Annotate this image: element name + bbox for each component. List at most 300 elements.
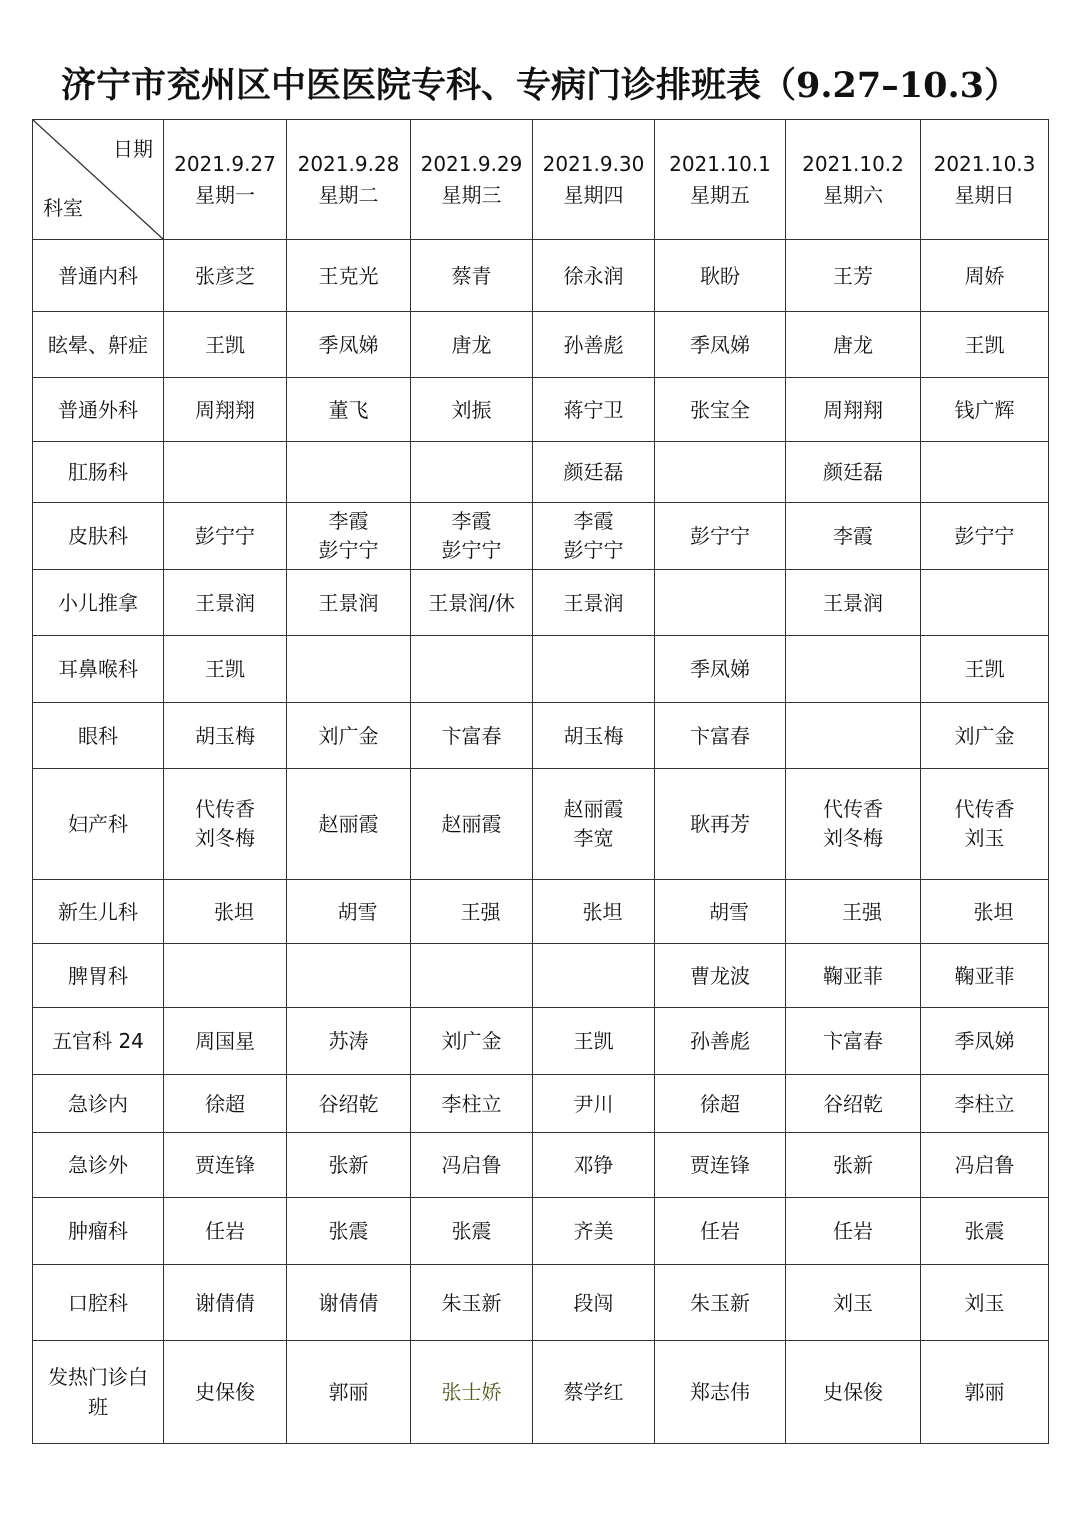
schedule-cell — [533, 1341, 655, 1444]
doctor-name: 徐永润 — [563, 263, 624, 288]
schedule-cell — [533, 1008, 655, 1075]
doctor-name: 苏涛 — [328, 1029, 369, 1053]
schedule-cell — [287, 703, 411, 769]
schedule-cell — [164, 1133, 287, 1198]
table-row — [33, 378, 1049, 442]
schedule-cell — [786, 503, 921, 570]
table-row — [33, 1198, 1049, 1265]
doctor-name: 王景润 — [195, 590, 255, 615]
doctor-name: 王凯 — [964, 657, 1005, 681]
doctor-name: 王强 — [842, 899, 882, 924]
doctor-name: 周翔翔 — [195, 397, 255, 422]
doctor-name: 郭丽 — [964, 1380, 1005, 1404]
doctor-name: 唐龙 — [833, 332, 873, 357]
table-row — [33, 1008, 1049, 1075]
department-cell — [33, 503, 164, 570]
schedule-cell — [533, 570, 655, 636]
schedule-cell — [411, 636, 533, 703]
table-row — [33, 1133, 1049, 1198]
schedule-cell — [655, 636, 786, 703]
schedule-cell — [411, 312, 533, 378]
department-name: 肿瘤科 — [68, 1219, 128, 1243]
department-cell — [33, 312, 164, 378]
doctor-name: 邓铮 — [573, 1153, 614, 1177]
schedule-cell — [921, 703, 1049, 769]
doctor-name: 李柱立 — [954, 1091, 1015, 1116]
table-row — [33, 880, 1049, 944]
doctor-name: 季凤娣 — [954, 1029, 1015, 1053]
table-row — [33, 442, 1049, 503]
department-cell — [33, 1008, 164, 1075]
schedule-cell — [921, 570, 1049, 636]
doctor-name: 张宝全 — [690, 397, 750, 422]
schedule-cell — [921, 1198, 1049, 1265]
department-cell — [33, 378, 164, 442]
schedule-cell — [786, 1075, 921, 1133]
doctor-name: 李宽 — [573, 826, 614, 850]
department-name: 小儿推拿 — [58, 590, 138, 615]
table-row — [33, 703, 1049, 769]
doctor-name: 郭丽 — [328, 1380, 369, 1404]
schedule-cell — [533, 240, 655, 312]
doctor-name: 代传香 — [195, 797, 255, 821]
doctor-name: 李霞 — [573, 509, 614, 533]
department-name: 急诊外 — [68, 1153, 128, 1177]
schedule-cell — [411, 880, 533, 944]
doctor-name: 胡玉梅 — [563, 723, 624, 748]
doctor-name: 李柱立 — [441, 1091, 502, 1116]
doctor-name: 王凯 — [205, 332, 245, 357]
schedule-cell — [411, 378, 533, 442]
doctor-name: 代传香 — [823, 797, 883, 821]
department-cell — [33, 240, 164, 312]
doctor-name: 段闯 — [573, 1290, 614, 1315]
doctor-name: 钱广辉 — [954, 397, 1015, 422]
table-row — [33, 503, 1049, 570]
schedule-cell — [287, 880, 411, 944]
doctor-name: 王芳 — [833, 263, 873, 288]
doctor-name: 张新 — [328, 1153, 369, 1177]
department-name: 口腔科 — [68, 1290, 128, 1315]
schedule-cell — [786, 378, 921, 442]
table-row — [33, 1075, 1049, 1133]
schedule-cell — [786, 1008, 921, 1075]
doctor-name: 王凯 — [205, 657, 245, 681]
doctor-name: 彭宁宁 — [954, 524, 1015, 548]
page-title: 济宁市兖州区中医医院专科、专病门诊排班表（9.27–10.3） — [61, 65, 1019, 106]
schedule-cell — [411, 1198, 533, 1265]
schedule-cell — [164, 1198, 287, 1265]
doctor-name: 徐超 — [700, 1091, 740, 1116]
schedule-cell — [921, 503, 1049, 570]
schedule-cell — [921, 378, 1049, 442]
schedule-cell — [921, 1075, 1049, 1133]
doctor-name: 谢倩倩 — [195, 1290, 255, 1315]
table-row — [33, 312, 1049, 378]
schedule-cell — [921, 312, 1049, 378]
doctor-name: 蔡青 — [451, 263, 492, 288]
department-name: 五官科 24 — [52, 1029, 144, 1053]
doctor-name: 代传香 — [954, 797, 1015, 821]
doctor-name: 刘玉 — [964, 826, 1005, 850]
doctor-name: 刘玉 — [964, 1290, 1005, 1315]
doctor-name: 季凤娣 — [690, 332, 750, 357]
table-row — [33, 240, 1049, 312]
schedule-cell — [287, 1075, 411, 1133]
doctor-name: 周翔翔 — [823, 397, 883, 422]
header-date: 2021.9.30 — [542, 151, 645, 176]
doctor-name: 赵丽霞 — [441, 812, 502, 836]
schedule-cell — [164, 378, 287, 442]
doctor-name: 朱玉新 — [690, 1290, 750, 1315]
doctor-name: 王景润 — [563, 590, 624, 615]
schedule-cell — [411, 1341, 533, 1444]
doctor-name: 冯启鲁 — [954, 1153, 1015, 1177]
doctor-name: 耿盼 — [700, 263, 740, 288]
schedule-cell — [655, 570, 786, 636]
schedule-cell — [287, 503, 411, 570]
doctor-name: 齐美 — [573, 1219, 614, 1243]
header-weekday: 星期日 — [954, 182, 1015, 207]
schedule-cell — [287, 240, 411, 312]
schedule-cell — [786, 944, 921, 1008]
schedule-cell — [921, 1008, 1049, 1075]
schedule-cell — [921, 1133, 1049, 1198]
schedule-cell — [164, 312, 287, 378]
schedule-cell — [164, 880, 287, 944]
date-header-cell — [655, 120, 786, 240]
department-name: 急诊内 — [68, 1091, 128, 1116]
doctor-name: 王凯 — [573, 1029, 614, 1053]
schedule-cell — [533, 703, 655, 769]
doctor-name: 朱玉新 — [441, 1290, 502, 1315]
schedule-cell — [655, 1008, 786, 1075]
doctor-name: 王凯 — [964, 332, 1005, 357]
schedule-cell — [786, 1265, 921, 1341]
schedule-cell — [921, 880, 1049, 944]
schedule-cell — [655, 1075, 786, 1133]
doctor-name: 季凤娣 — [318, 332, 379, 357]
table-row — [33, 636, 1049, 703]
doctor-name: 刘广金 — [954, 723, 1015, 748]
schedule-cell — [533, 944, 655, 1008]
doctor-name: 张新 — [833, 1153, 873, 1177]
doctor-name: 刘振 — [451, 397, 492, 422]
schedule-cell — [411, 240, 533, 312]
doctor-name: 刘玉 — [833, 1290, 873, 1315]
schedule-cell — [786, 769, 921, 880]
doctor-name: 鞠亚菲 — [954, 963, 1015, 988]
schedule-cell — [411, 442, 533, 503]
doctor-name: 彭宁宁 — [318, 538, 379, 562]
schedule-cell — [411, 503, 533, 570]
schedule-table — [32, 119, 1049, 1444]
doctor-name: 张坦 — [214, 899, 254, 924]
header-weekday: 星期二 — [318, 182, 379, 207]
department-cell — [33, 442, 164, 503]
schedule-cell — [786, 1133, 921, 1198]
date-header-cell — [786, 120, 921, 240]
schedule-cell — [655, 1265, 786, 1341]
date-header-cell — [287, 120, 411, 240]
schedule-cell — [533, 1265, 655, 1341]
header-weekday: 星期四 — [563, 182, 624, 207]
schedule-cell — [411, 1075, 533, 1133]
doctor-name: 胡玉梅 — [195, 723, 255, 748]
doctor-name: 任岩 — [833, 1219, 873, 1243]
doctor-name: 谢倩倩 — [318, 1290, 379, 1315]
schedule-cell — [164, 944, 287, 1008]
department-name: 发热门诊白班 — [48, 1365, 148, 1419]
department-name: 肛肠科 — [68, 460, 128, 484]
schedule-cell — [921, 1265, 1049, 1341]
schedule-cell — [164, 1075, 287, 1133]
doctor-name: 贾连锋 — [195, 1153, 255, 1177]
schedule-cell — [655, 378, 786, 442]
department-cell — [33, 769, 164, 880]
doctor-name: 彭宁宁 — [195, 524, 255, 548]
doctor-name: 张士娇 — [441, 1380, 502, 1404]
doctor-name: 谷绍乾 — [823, 1091, 883, 1116]
schedule-cell — [655, 769, 786, 880]
schedule-cell — [921, 442, 1049, 503]
doctor-name: 颜廷磊 — [563, 460, 624, 484]
schedule-cell — [287, 1008, 411, 1075]
header-date: 2021.10.2 — [802, 151, 904, 176]
doctor-name: 李霞 — [833, 524, 873, 548]
department-name: 妇产科 — [68, 812, 128, 836]
doctor-name: 张坦 — [973, 899, 1014, 924]
doctor-name: 耿再芳 — [690, 812, 750, 836]
schedule-cell — [533, 1198, 655, 1265]
department-name: 眼科 — [78, 723, 118, 748]
doctor-name: 孙善彪 — [563, 332, 624, 357]
schedule-cell — [287, 944, 411, 1008]
department-cell — [33, 1133, 164, 1198]
header-date: 2021.10.1 — [669, 151, 771, 176]
schedule-cell — [287, 442, 411, 503]
doctor-name: 王景润/休 — [428, 590, 515, 615]
department-name: 眩晕、鼾症 — [48, 332, 148, 357]
department-cell — [33, 1341, 164, 1444]
doctor-name: 任岩 — [205, 1219, 245, 1243]
department-name: 普通外科 — [58, 397, 138, 422]
doctor-name: 尹川 — [573, 1091, 614, 1116]
doctor-name: 徐超 — [205, 1091, 245, 1116]
schedule-cell — [655, 880, 786, 944]
department-name: 脾胃科 — [68, 963, 128, 988]
department-cell — [33, 1198, 164, 1265]
department-cell — [33, 944, 164, 1008]
doctor-name: 鞠亚菲 — [823, 963, 883, 988]
schedule-cell — [533, 1133, 655, 1198]
schedule-cell — [921, 944, 1049, 1008]
department-cell — [33, 880, 164, 944]
table-row — [33, 570, 1049, 636]
doctor-name: 张坦 — [582, 899, 623, 924]
doctor-name: 曹龙波 — [690, 963, 750, 988]
doctor-name: 郑志伟 — [690, 1380, 750, 1404]
doctor-name: 王强 — [460, 899, 501, 924]
doctor-name: 颜廷磊 — [823, 460, 883, 484]
schedule-cell — [786, 703, 921, 769]
schedule-cell — [287, 1265, 411, 1341]
doctor-name: 周国星 — [195, 1029, 255, 1053]
corner-header-cell — [33, 120, 164, 240]
schedule-cell — [533, 312, 655, 378]
schedule-cell — [786, 442, 921, 503]
header-date: 2021.9.29 — [420, 151, 523, 176]
doctor-name: 季凤娣 — [690, 657, 750, 681]
schedule-cell — [164, 503, 287, 570]
department-name: 新生儿科 — [58, 899, 138, 924]
doctor-name: 蒋宁卫 — [563, 397, 624, 422]
doctor-name: 冯启鲁 — [441, 1153, 502, 1177]
schedule-cell — [287, 1341, 411, 1444]
header-date: 2021.9.27 — [174, 151, 276, 176]
corner-date-label: 日期 — [113, 137, 153, 161]
doctor-name: 王景润 — [318, 590, 379, 615]
schedule-cell — [411, 570, 533, 636]
schedule-cell — [287, 636, 411, 703]
schedule-cell — [786, 1198, 921, 1265]
schedule-cell — [411, 1265, 533, 1341]
schedule-cell — [164, 570, 287, 636]
schedule-cell — [533, 769, 655, 880]
doctor-name: 胡雪 — [709, 899, 749, 924]
schedule-cell — [164, 240, 287, 312]
doctor-name: 彭宁宁 — [690, 524, 750, 548]
schedule-cell — [164, 769, 287, 880]
table-row — [33, 1265, 1049, 1341]
doctor-name: 张震 — [964, 1219, 1005, 1243]
department-cell — [33, 1265, 164, 1341]
schedule-cell — [164, 1341, 287, 1444]
doctor-name: 刘广金 — [441, 1029, 502, 1053]
schedule-cell — [655, 240, 786, 312]
schedule-cell — [786, 240, 921, 312]
schedule-cell — [411, 944, 533, 1008]
doctor-name: 周娇 — [964, 263, 1005, 288]
header-weekday: 星期三 — [441, 182, 502, 207]
schedule-cell — [786, 880, 921, 944]
header-date: 2021.10.3 — [933, 151, 1036, 176]
doctor-name: 蔡学红 — [563, 1380, 624, 1404]
schedule-cell — [921, 1341, 1049, 1444]
schedule-cell — [287, 1198, 411, 1265]
doctor-name: 张震 — [451, 1219, 492, 1243]
schedule-cell — [411, 769, 533, 880]
schedule-cell — [164, 1265, 287, 1341]
schedule-cell — [164, 1008, 287, 1075]
schedule-cell — [533, 378, 655, 442]
doctor-name: 董飞 — [328, 397, 369, 422]
doctor-name: 史保俊 — [195, 1380, 255, 1404]
doctor-name: 刘广金 — [318, 723, 379, 748]
header-weekday: 星期五 — [690, 182, 750, 207]
doctor-name: 李霞 — [451, 509, 492, 533]
department-cell — [33, 636, 164, 703]
doctor-name: 王克光 — [318, 263, 379, 288]
schedule-cell — [655, 503, 786, 570]
schedule-cell — [786, 570, 921, 636]
doctor-name: 刘冬梅 — [195, 826, 255, 850]
doctor-name: 唐龙 — [451, 332, 492, 357]
schedule-cell — [655, 442, 786, 503]
schedule-cell — [287, 769, 411, 880]
doctor-name: 贾连锋 — [690, 1153, 750, 1177]
date-header-cell — [921, 120, 1049, 240]
schedule-cell — [287, 378, 411, 442]
schedule-cell — [287, 312, 411, 378]
doctor-name: 彭宁宁 — [441, 538, 502, 562]
header-date: 2021.9.28 — [297, 151, 400, 176]
schedule-cell — [921, 769, 1049, 880]
doctor-name: 卞富春 — [823, 1029, 883, 1053]
corner-dept-label: 科室 — [43, 196, 83, 220]
schedule-cell — [655, 1198, 786, 1265]
schedule-cell — [533, 880, 655, 944]
table-row — [33, 944, 1049, 1008]
department-cell — [33, 570, 164, 636]
doctor-name: 张震 — [328, 1219, 369, 1243]
doctor-name: 李霞 — [328, 509, 369, 533]
header-weekday: 星期一 — [195, 182, 255, 207]
schedule-cell — [287, 570, 411, 636]
schedule-cell — [921, 636, 1049, 703]
department-cell — [33, 703, 164, 769]
schedule-cell — [786, 636, 921, 703]
doctor-name: 孙善彪 — [690, 1029, 750, 1053]
schedule-cell — [411, 1008, 533, 1075]
schedule-cell — [533, 1075, 655, 1133]
doctor-name: 彭宁宁 — [563, 538, 624, 562]
department-name: 普通内科 — [58, 263, 138, 288]
schedule-cell — [164, 703, 287, 769]
schedule-cell — [655, 703, 786, 769]
header-weekday: 星期六 — [823, 182, 883, 207]
table-row — [33, 1341, 1049, 1444]
doctor-name: 卞富春 — [441, 723, 502, 748]
doctor-name: 史保俊 — [823, 1380, 883, 1404]
doctor-name: 张彦芝 — [195, 263, 255, 288]
schedule-cell — [411, 703, 533, 769]
date-header-cell — [533, 120, 655, 240]
doctor-name: 王景润 — [823, 590, 883, 615]
schedule-cell — [164, 636, 287, 703]
department-name: 皮肤科 — [68, 524, 128, 548]
schedule-cell — [164, 442, 287, 503]
schedule-cell — [786, 1341, 921, 1444]
doctor-name: 赵丽霞 — [563, 797, 624, 821]
doctor-name: 卞富春 — [690, 723, 750, 748]
doctor-name: 赵丽霞 — [318, 812, 379, 836]
date-header-cell — [164, 120, 287, 240]
date-header-cell — [411, 120, 533, 240]
schedule-cell — [655, 312, 786, 378]
department-cell — [33, 1075, 164, 1133]
schedule-cell — [921, 240, 1049, 312]
schedule-cell — [655, 1341, 786, 1444]
doctor-name: 谷绍乾 — [318, 1091, 379, 1116]
schedule-cell — [411, 1133, 533, 1198]
table-row — [33, 769, 1049, 880]
department-name: 耳鼻喉科 — [58, 657, 138, 681]
schedule-cell — [287, 1133, 411, 1198]
doctor-name: 刘冬梅 — [823, 826, 883, 850]
schedule-cell — [655, 1133, 786, 1198]
schedule-cell — [655, 944, 786, 1008]
